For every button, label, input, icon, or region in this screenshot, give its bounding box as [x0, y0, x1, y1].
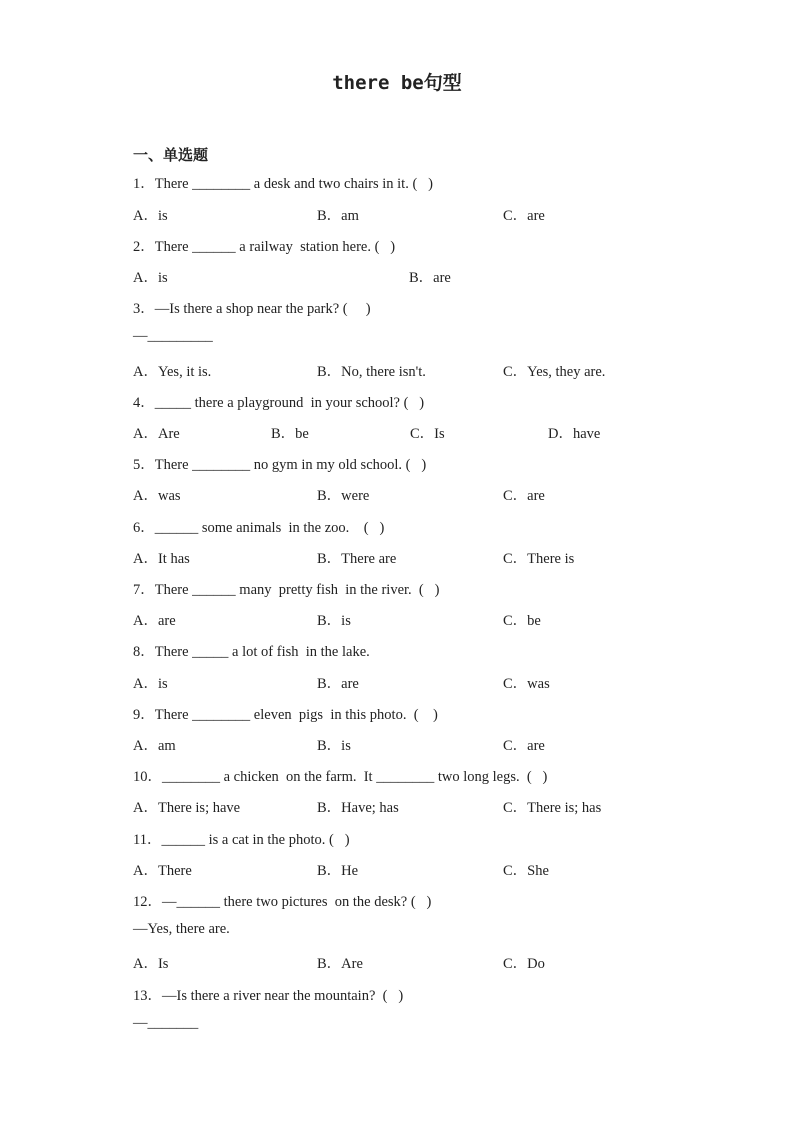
- q6-option-b[interactable]: B．There are: [317, 551, 397, 567]
- question-10: 10．________ a chicken on the farm. It ________ two long legs. ( ): [133, 769, 548, 785]
- q2-option-b[interactable]: B．are: [409, 270, 451, 286]
- q9-option-a[interactable]: A．am: [133, 738, 176, 754]
- q3-option-c[interactable]: C．Yes, they are.: [503, 364, 606, 380]
- question-2: 2．There ______ a railway station here. ( ): [133, 239, 396, 255]
- question-13: 13．—Is there a river near the mountain? ( ): [133, 988, 404, 1004]
- q5-option-b[interactable]: B．were: [317, 488, 370, 504]
- q7-option-c[interactable]: C．be: [503, 613, 541, 629]
- q8-option-c[interactable]: C．was: [503, 676, 550, 692]
- q8-option-a[interactable]: A．is: [133, 676, 168, 692]
- q4-option-a[interactable]: A．Are: [133, 426, 180, 442]
- question-9: 9．There ________ eleven pigs in this photo. ( ): [133, 707, 438, 723]
- page-title: there be句型: [332, 72, 462, 94]
- question-8: 8．There _____ a lot of fish in the lake.: [133, 644, 370, 660]
- q10-option-b[interactable]: B．Have; has: [317, 800, 399, 816]
- q9-option-b[interactable]: B．is: [317, 738, 351, 754]
- q12-option-a[interactable]: A．Is: [133, 956, 169, 972]
- q9-option-c[interactable]: C．are: [503, 738, 545, 754]
- q7-option-a[interactable]: A．are: [133, 613, 176, 629]
- q4-option-b[interactable]: B．be: [271, 426, 309, 442]
- q3-option-a[interactable]: A．Yes, it is.: [133, 364, 212, 380]
- q13-answer-line: —_______: [133, 1015, 199, 1031]
- question-1: 1．There ________ a desk and two chairs in it. ( ): [133, 176, 433, 192]
- q1-option-a[interactable]: A．is: [133, 208, 168, 224]
- q7-option-b[interactable]: B．is: [317, 613, 351, 629]
- question-6: 6．______ some animals in the zoo. ( ): [133, 520, 385, 536]
- q8-option-b[interactable]: B．are: [317, 676, 359, 692]
- question-3: 3．—Is there a shop near the park? ( ): [133, 301, 371, 317]
- q10-option-c[interactable]: C．There is; has: [503, 800, 602, 816]
- question-5: 5．There ________ no gym in my old school. ( ): [133, 457, 427, 473]
- q6-option-a[interactable]: A．It has: [133, 551, 190, 567]
- q4-option-c[interactable]: C．Is: [410, 426, 445, 442]
- section-heading: 一、单选题: [133, 148, 209, 164]
- q5-option-a[interactable]: A．was: [133, 488, 181, 504]
- q3-answer-line: —_________: [133, 328, 213, 344]
- q2-option-a[interactable]: A．is: [133, 270, 168, 286]
- q12-answer-line: —Yes, there are.: [133, 921, 230, 937]
- q6-option-c[interactable]: C．There is: [503, 551, 575, 567]
- question-12: 12．—______ there two pictures on the desk? ( ): [133, 894, 432, 910]
- q3-option-b[interactable]: B．No, there isn't.: [317, 364, 426, 380]
- q5-option-c[interactable]: C．are: [503, 488, 545, 504]
- question-7: 7．There ______ many pretty fish in the river. ( ): [133, 582, 440, 598]
- q11-option-c[interactable]: C．She: [503, 863, 549, 879]
- question-4: 4．_____ there a playground in your school? ( ): [133, 395, 425, 411]
- q1-option-c[interactable]: C．are: [503, 208, 545, 224]
- question-11: 11．______ is a cat in the photo. ( ): [133, 832, 350, 848]
- q12-option-b[interactable]: B．Are: [317, 956, 363, 972]
- q4-option-d[interactable]: D．have: [548, 426, 601, 442]
- q11-option-a[interactable]: A．There: [133, 863, 192, 879]
- q10-option-a[interactable]: A．There is; have: [133, 800, 241, 816]
- q11-option-b[interactable]: B．He: [317, 863, 359, 879]
- q12-option-c[interactable]: C．Do: [503, 956, 545, 972]
- q1-option-b[interactable]: B．am: [317, 208, 359, 224]
